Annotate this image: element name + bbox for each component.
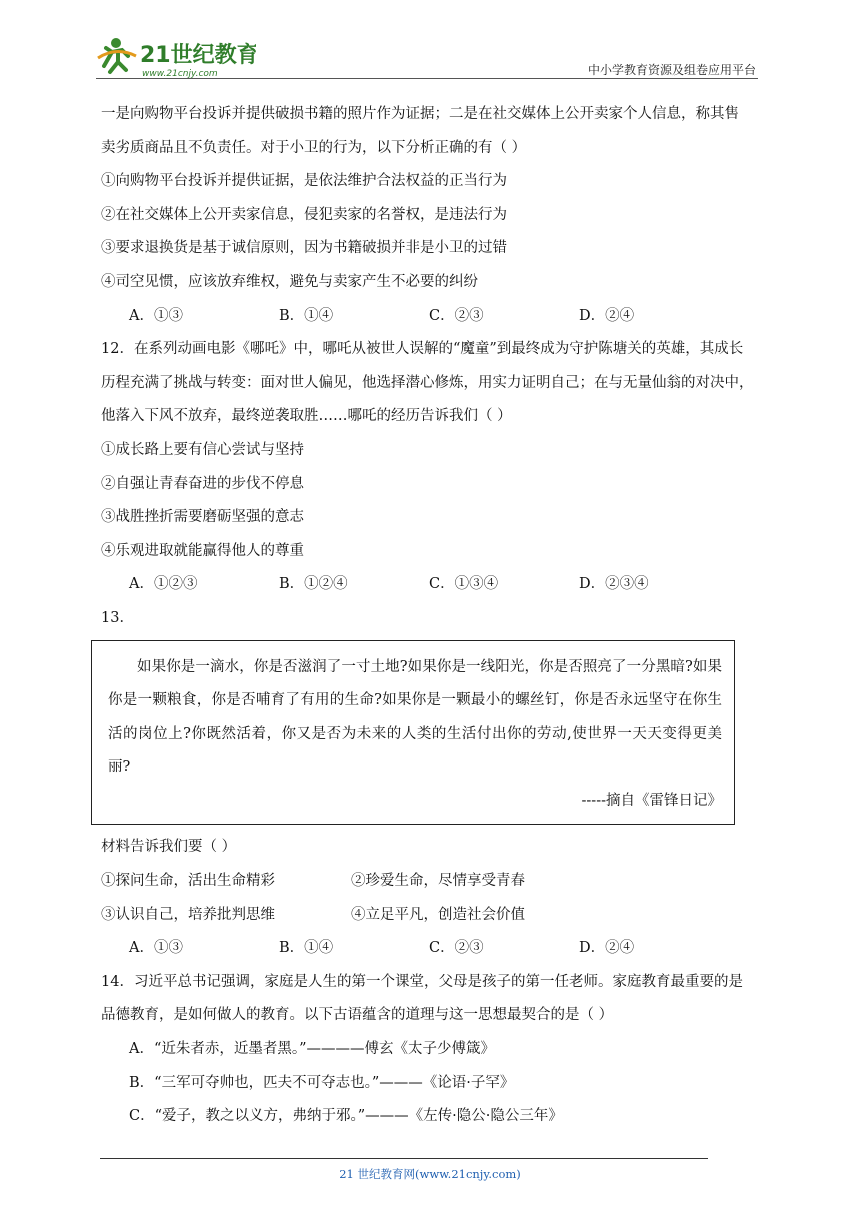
q12-option-c: C．①③④: [429, 576, 499, 593]
q11-item-3: ③要求退换货是基于诚信原则，因为书籍破损并非是小卫的过错: [101, 240, 507, 257]
question-12: [101, 333, 764, 602]
q11-stem-line-2: 卖劣质商品且不负责任。对于小卫的行为，以下分析正确的有（ ）: [101, 139, 527, 156]
q13-items-row-1: [101, 865, 764, 899]
question-14: [101, 966, 764, 1134]
q14-stem-line-2: 品德教育，是如何做人的教育。以下古语蕴含的道理与这一思想最契合的是（ ）: [101, 1007, 614, 1024]
q13-item-4: ④立足平凡，创造社会价值: [351, 906, 525, 923]
q13-number: 13．: [101, 609, 134, 626]
q13-option-d: D．②④: [579, 940, 635, 957]
q13-item-2: ②珍爱生命，尽情享受青春: [351, 873, 525, 890]
q14-choice-c: C．“爱子，教之以义方，弗纳于邪。”———《左传·隐公·隐公三年》: [129, 1108, 563, 1125]
q11-option-c: C．②③: [429, 307, 484, 324]
q13-items-row-2: [101, 899, 764, 933]
q12-item-4: ④乐观进取就能赢得他人的尊重: [101, 542, 304, 559]
q13-options: [101, 932, 764, 966]
q11-item-2: ②在社交媒体上公开卖家信息，侵犯卖家的名誉权，是违法行为: [101, 206, 507, 223]
q12-item-1: ①成长路上要有信心尝试与坚持: [101, 441, 304, 458]
q12-options: [101, 568, 764, 602]
q14-stem-line-1: 14．习近平总书记强调，家庭是人生的第一个课堂，父母是孩子的第一任老师。家庭教育最重要的是: [101, 973, 743, 990]
q11-item-4: ④司空见惯，应该放弃维权，避免与卖家产生不必要的纠纷: [101, 273, 478, 290]
document-body: [101, 98, 764, 1134]
q13-quote-box: [91, 640, 735, 826]
q12-item-3: ③战胜挫折需要磨砺坚强的意志: [101, 509, 304, 526]
q13-item-1: ①探问生命，活出生命精彩: [101, 873, 275, 890]
site-logo: [96, 36, 256, 80]
footer-link[interactable]: 21 世纪教育网(www.21cnjy.com): [339, 1167, 521, 1181]
question-11: [101, 98, 764, 333]
q13-option-a: A．①③: [129, 940, 183, 957]
q12-item-2: ②自强让青春奋进的步伐不停息: [101, 475, 304, 492]
q13-item-3: ③认识自己，培养批判思维: [101, 906, 275, 923]
q12-stem-line-3: 他落入下风不放弃，最终逆袭取胜……哪吒的经历告诉我们（ ）: [101, 408, 512, 425]
q12-option-a: A．①②③: [129, 576, 198, 593]
footer-divider: [100, 1158, 708, 1159]
q11-item-1: ①向购物平台投诉并提供证据，是依法维护合法权益的正当行为: [101, 173, 507, 190]
header-divider: [96, 78, 758, 79]
q12-stem-line-2: 历程充满了挑战与转变：面对世人偏见，他选择潜心修炼，用实力证明自己；在与无量仙翁的对决中，: [101, 374, 754, 391]
q11-stem-line-1: 一是向购物平台投诉并提供破损书籍的照片作为证据；二是在社交媒体上公开卖家个人信息，称其售: [101, 106, 739, 122]
q11-option-b: B．①④: [279, 307, 334, 324]
q14-choice-b: B．“三军可夺帅也，匹夫不可夺志也。”———《论语·子罕》: [129, 1074, 515, 1091]
q12-option-b: B．①②④: [279, 576, 348, 593]
q13-quote-source: -----摘自《雷锋日记》: [581, 792, 722, 809]
q14-choice-a: A．“近朱者赤，近墨者黑。”————傅玄《太子少傅箴》: [129, 1041, 496, 1058]
q13-stem: 材料告诉我们要（ ）: [101, 839, 237, 856]
logo-text: 21世纪教育: [140, 43, 256, 68]
q13-quote-text: 如果你是一滴水，你是否滋润了一寸土地?如果你是一线阳光，你是否照亮了一分黑暗?如果你是一颗粮食，你是否哺育了有用的生命?如果你是一颗最小的螺丝钉，你是否永远坚守在你生活的岗位上?你既然活着，你又是否为未来的人类的生活付出你的劳动,使世界一天天变得更美丽?: [108, 658, 722, 776]
logo-url: www.21cnjy.com: [142, 69, 218, 79]
q12-stem-line-1: 12．在系列动画电影《哪吒》中，哪吒从被世人误解的“魔童”到最终成为守护陈塘关的英雄，其成长: [101, 341, 744, 358]
logo-graphic: [96, 36, 256, 80]
q11-option-d: D．②④: [579, 307, 635, 324]
q13-option-b: B．①④: [279, 940, 334, 957]
header-platform-title: 中小学教育资源及组卷应用平台: [587, 63, 756, 77]
q11-option-a: A．①③: [129, 307, 183, 324]
question-13: [101, 602, 764, 966]
q11-options: [101, 300, 764, 334]
q13-option-c: C．②③: [429, 940, 484, 957]
q12-option-d: D．②③④: [579, 576, 649, 593]
